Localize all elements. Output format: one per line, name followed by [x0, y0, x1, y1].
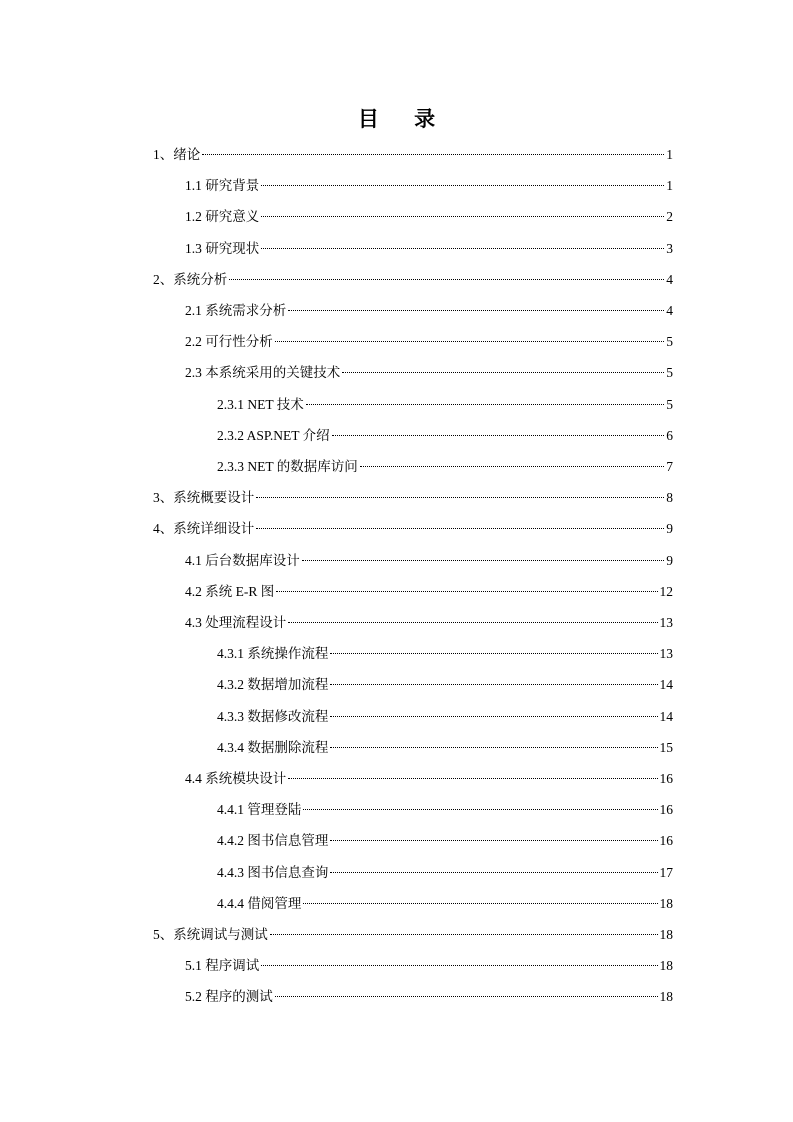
toc-entry[interactable]: [153, 482, 673, 513]
toc-page-number: 4: [666, 303, 673, 318]
toc-entry-text: 4.4.1 管理登陆: [217, 802, 302, 818]
toc-entry-text: 4、系统详细设计: [153, 521, 255, 537]
toc-dot-leader: [330, 840, 657, 841]
toc-page-number: 14: [659, 708, 673, 724]
toc-entry-text: 5.2 程序的测试: [185, 989, 273, 1005]
toc-page-number: 13: [659, 646, 673, 662]
toc-page-number: 14: [659, 677, 673, 693]
toc-dot-leader: [288, 310, 664, 311]
toc-entry[interactable]: [217, 857, 673, 888]
toc-entry-text: 2.1 系统需求分析: [185, 303, 287, 318]
toc-dot-leader: [302, 560, 665, 561]
toc-dot-leader: [330, 716, 657, 717]
toc-entry-text: 4.3.3 数据修改流程: [217, 708, 329, 724]
toc-entry-text: 4.4.3 图书信息查询: [217, 864, 329, 880]
toc-entry-text: 4.3.4 数据删除流程: [217, 739, 329, 755]
toc-dot-leader: [261, 965, 657, 966]
toc-dot-leader: [276, 591, 657, 592]
toc-entry-text: 4.4.2 图书信息管理: [217, 833, 329, 849]
toc-entry[interactable]: [217, 794, 673, 825]
toc-entry-text: 2.3.1 NET 技术: [217, 396, 304, 412]
toc-entry[interactable]: [217, 451, 673, 482]
toc-entry-text: 5.1 程序调试: [185, 958, 260, 974]
toc-page-number: 18: [659, 927, 673, 942]
toc-page-number: 2: [666, 209, 673, 225]
toc-title: 目 录: [357, 107, 450, 131]
toc-entry[interactable]: [185, 357, 673, 388]
toc-entry-text: 2.3 本系统采用的关键技术: [185, 365, 341, 381]
toc-page-number: 6: [666, 427, 673, 443]
toc-entry[interactable]: [217, 669, 673, 700]
toc-page-number: 16: [659, 771, 673, 786]
toc-entry-text: 5、系统调试与测试: [153, 927, 268, 942]
toc-dot-leader: [288, 622, 657, 623]
toc-entry[interactable]: [217, 638, 673, 669]
toc-dot-leader: [332, 435, 665, 436]
toc-entry-text: 1、绪论: [153, 147, 201, 162]
toc-entry-text: 4.3 处理流程设计: [185, 615, 287, 630]
toc-dot-leader: [261, 216, 664, 217]
toc-dot-leader: [342, 372, 664, 373]
toc-page-number: 9: [666, 552, 673, 568]
toc-page-number: 5: [666, 396, 673, 412]
toc-page-number: 18: [659, 895, 673, 911]
toc-entry[interactable]: [185, 981, 673, 1012]
toc-page-number: 13: [659, 615, 673, 630]
toc-entry-text: 4.4 系统模块设计: [185, 771, 287, 786]
toc-dot-leader: [330, 747, 657, 748]
toc-entry-text: 1.3 研究现状: [185, 240, 260, 256]
toc-page-number: 1: [666, 147, 673, 162]
toc-entry[interactable]: [185, 201, 673, 232]
toc-entry[interactable]: [185, 170, 673, 201]
toc-entry-text: 4.3.2 数据增加流程: [217, 677, 329, 693]
toc-dot-leader: [275, 341, 665, 342]
toc-entry-text: 4.2 系统 E-R 图: [185, 583, 275, 599]
toc-dot-leader: [256, 497, 664, 498]
toc-dot-leader: [303, 809, 657, 810]
toc-entry[interactable]: [217, 701, 673, 732]
toc-dot-leader: [330, 684, 657, 685]
toc-entry[interactable]: [185, 545, 673, 576]
toc-entry[interactable]: [217, 389, 673, 420]
toc-dot-leader: [306, 404, 665, 405]
toc-entry-text: 2.3.2 ASP.NET 介绍: [217, 427, 330, 443]
toc-page-number: 8: [666, 490, 673, 506]
toc-page-number: 16: [659, 802, 673, 818]
toc-page-number: 5: [666, 365, 673, 381]
toc-entry[interactable]: [185, 763, 673, 794]
toc-entry-text: 4.1 后台数据库设计: [185, 552, 300, 568]
toc-entry[interactable]: [185, 233, 673, 264]
toc-page-number: 7: [666, 459, 673, 474]
toc-page-number: 1: [666, 178, 673, 194]
toc-entry-text: 2、系统分析: [153, 271, 228, 287]
toc-dot-leader: [330, 653, 657, 654]
toc-entry[interactable]: [185, 326, 673, 357]
toc-entry-text: 2.2 可行性分析: [185, 334, 273, 350]
toc-entry[interactable]: [153, 264, 673, 295]
toc-entry-text: 2.3.3 NET 的数据库访问: [217, 459, 358, 474]
toc-dot-leader: [261, 248, 664, 249]
toc-dot-leader: [256, 528, 664, 529]
toc-page-number: 9: [666, 521, 673, 537]
toc-dot-leader: [229, 279, 664, 280]
toc-dot-leader: [275, 996, 658, 997]
toc-entry[interactable]: [217, 825, 673, 856]
toc-dot-leader: [303, 903, 657, 904]
toc-entry-text: 4.3.1 系统操作流程: [217, 646, 329, 662]
toc-entry[interactable]: [153, 139, 673, 170]
toc-dot-leader: [270, 934, 658, 935]
toc-entry[interactable]: [153, 513, 673, 544]
toc-entry[interactable]: [217, 888, 673, 919]
toc-page-number: 12: [659, 583, 673, 599]
toc-page-number: 15: [659, 739, 673, 755]
toc-dot-leader: [202, 154, 664, 155]
toc-page-number: 5: [666, 334, 673, 350]
toc-entry[interactable]: [217, 420, 673, 451]
toc-dot-leader: [330, 872, 657, 873]
toc-entry[interactable]: [153, 919, 673, 950]
toc-entry[interactable]: [185, 295, 673, 326]
toc-page-number: 4: [666, 271, 673, 287]
toc-page-number: 18: [659, 958, 673, 974]
toc-entry[interactable]: [185, 607, 673, 638]
toc-page-number: 16: [659, 833, 673, 849]
toc-entry[interactable]: [185, 576, 673, 607]
toc-entry[interactable]: [217, 732, 673, 763]
toc-entry-text: 1.2 研究意义: [185, 209, 260, 225]
toc-page-number: 3: [666, 240, 673, 256]
toc-dot-leader: [360, 466, 665, 467]
toc-page-number: 17: [659, 864, 673, 880]
toc-entry-text: 4.4.4 借阅管理: [217, 895, 302, 911]
toc-entry[interactable]: [185, 950, 673, 981]
toc-page-number: 18: [659, 989, 673, 1005]
toc-dot-leader: [261, 185, 664, 186]
toc-dot-leader: [288, 778, 657, 779]
toc-entry-text: 1.1 研究背景: [185, 178, 260, 194]
toc-entry-text: 3、系统概要设计: [153, 490, 255, 506]
